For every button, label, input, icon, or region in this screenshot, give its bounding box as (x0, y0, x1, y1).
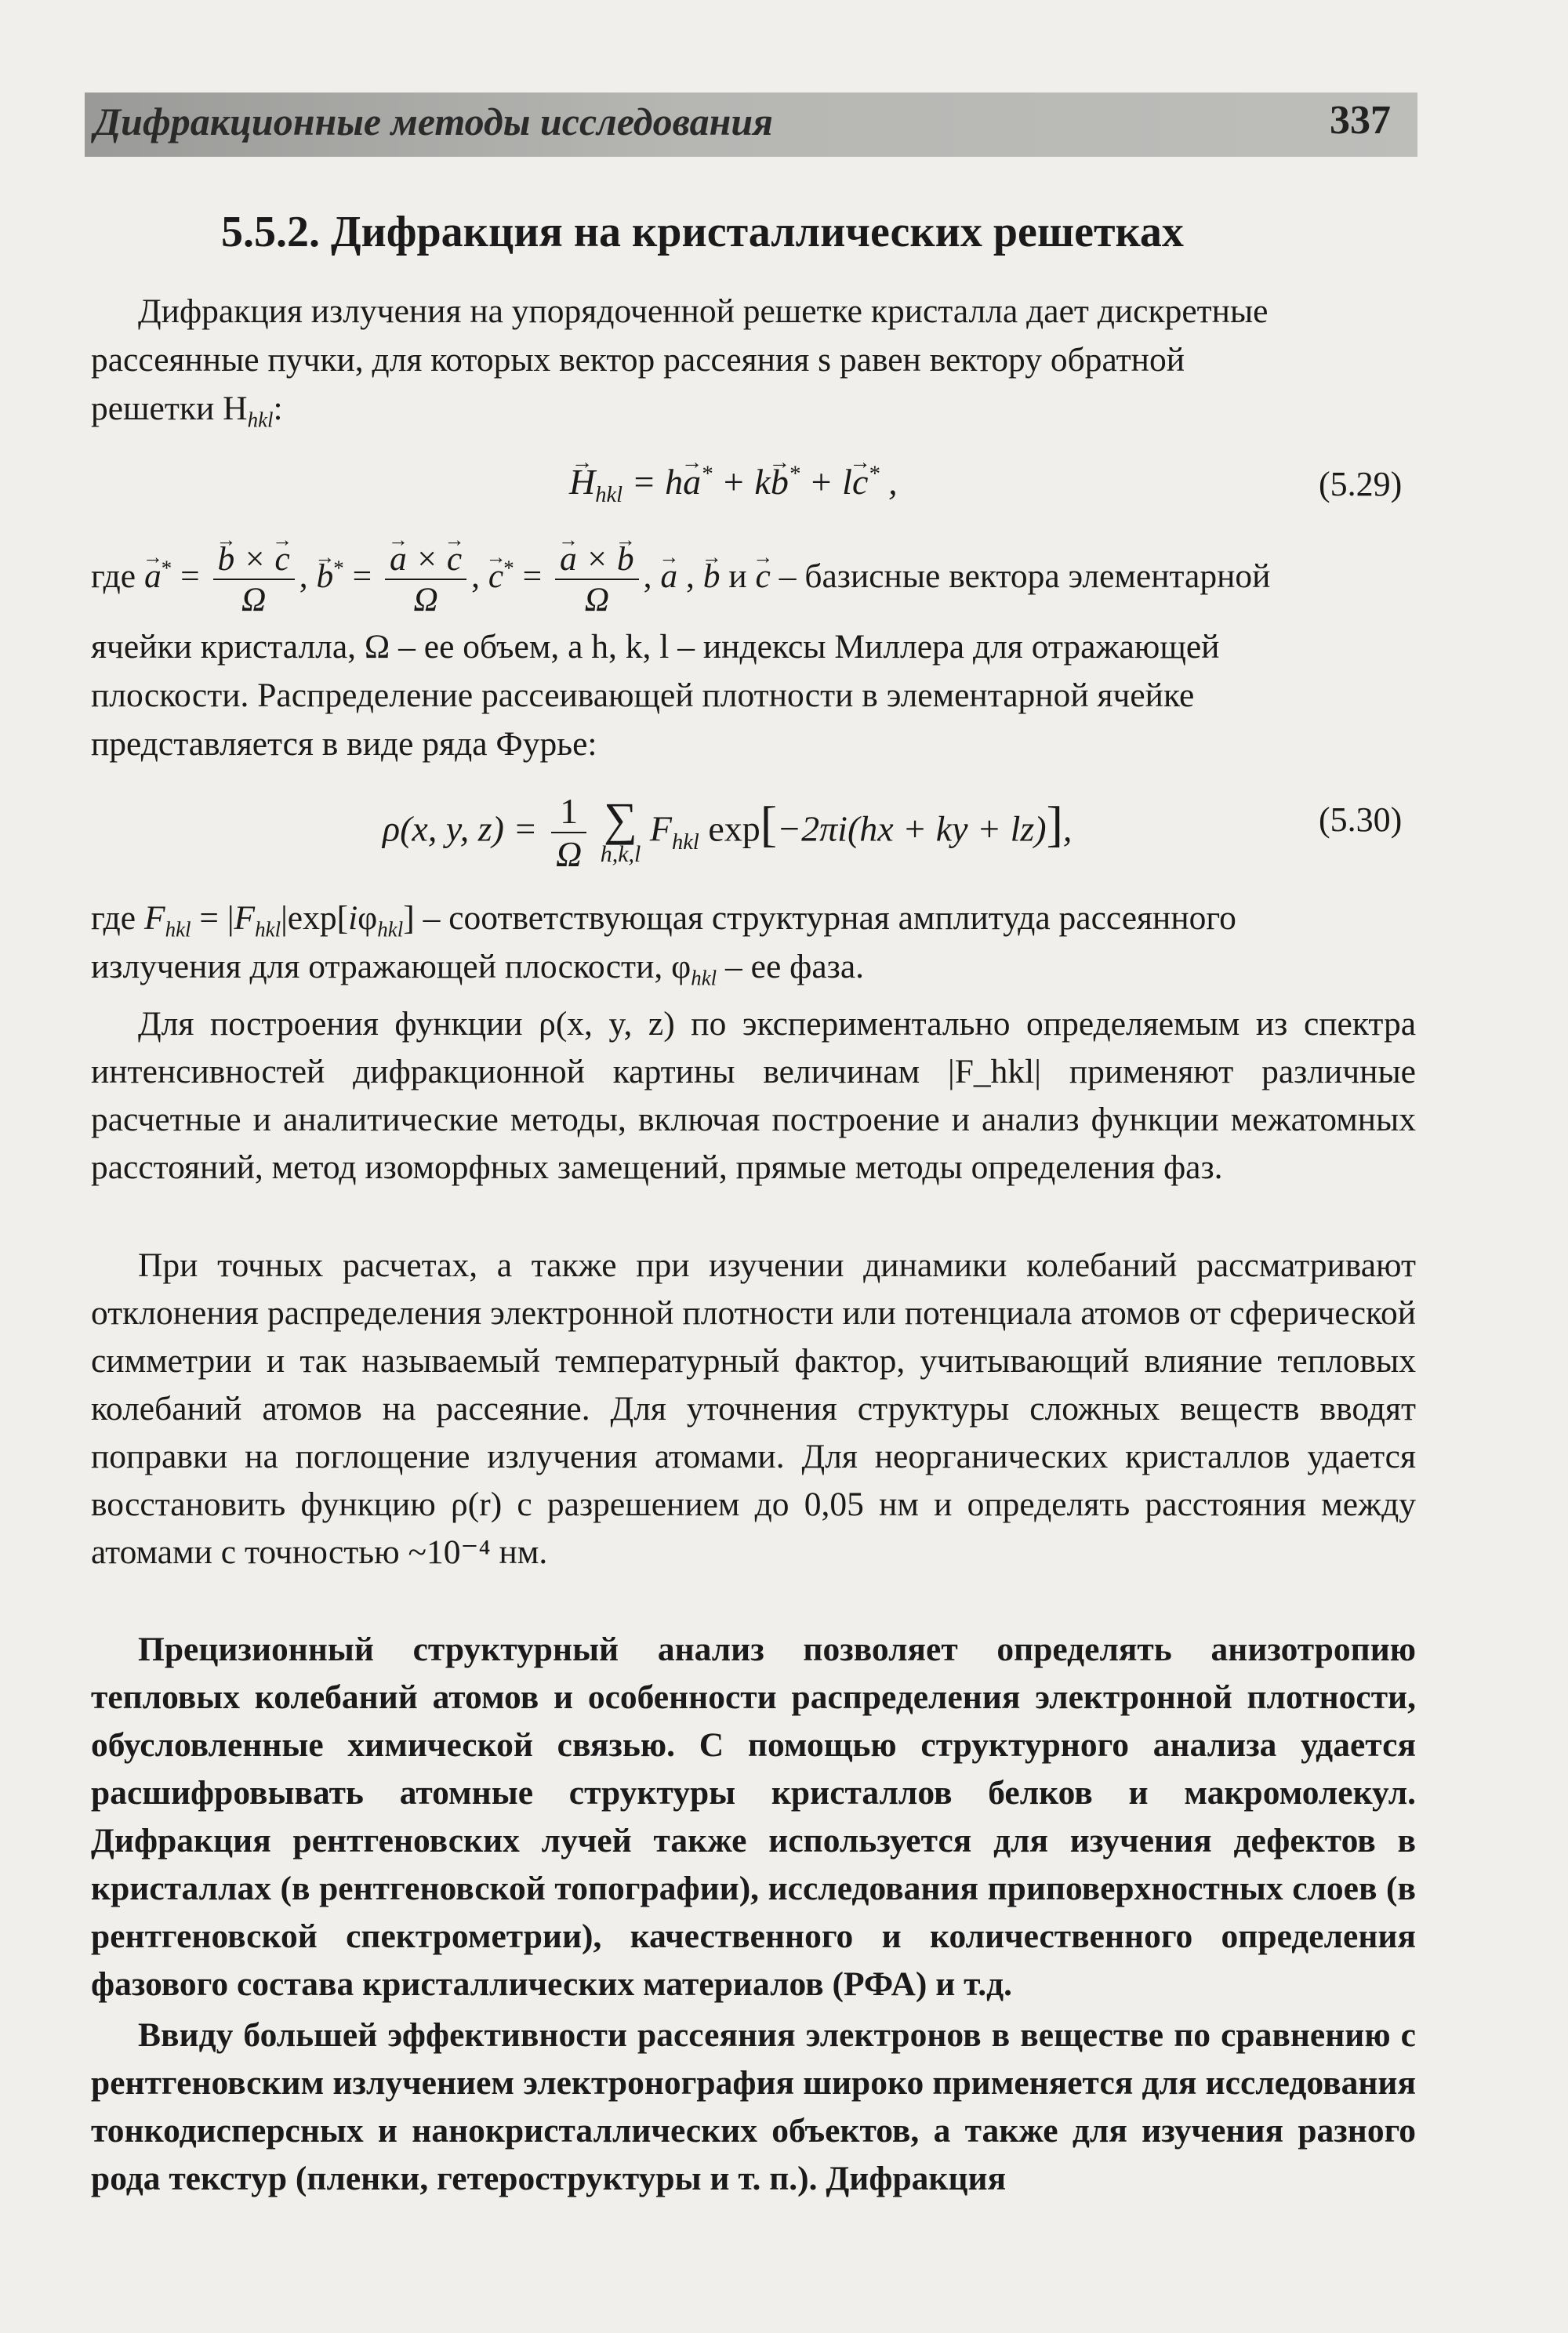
running-title: Дифракционные методы исследования (94, 100, 773, 143)
equation-5-29: → $H_{hkl} = h\to a^* + k\to b^* + l\to c^*$ , (569, 461, 898, 508)
intro-line-2: рассеянные пучки, для которых вектор рассеяния s равен вектору обратной (91, 341, 1185, 379)
equation-5-30: ρ(x, y, z) = $\frac{1}{\Omega}$ ∑ h,k,l $F_{hkl}$ exp[−2πi(hx + ky + lz)], (383, 791, 1073, 874)
reciprocal-vectors-line: где → a* = → $\frac{b \times \to c}{\Omega}$ , → b* = → $\frac{a \times \to c}{\Omega}$ , → c* = → $\frac{a \times \to b}{\Omega}$ , → a , → b и → c – базисные вектора элементарной (91, 539, 1270, 619)
paragraph-precise-calculations: При точных расчетах, а также при изучении динамики колебаний рассматривают отклонения распределения электронной плотности или потенциала атомов от сферической симметрии и так называемый температурный фактор, учитывающий влияние тепловых колебаний атомов на рассеяние. Для уточнения структуры сложных веществ вводят поправки на поглощение излучения атомами. Для неорганических кристаллов удается восстановить функцию ρ(r) с разрешением до 0,05 нм и определять расстояния между атомами с точностью ~10⁻⁴ нм. (91, 1246, 1416, 1571)
intro-line-3: решетки $H_{hkl}$: (91, 390, 283, 432)
structure-amplitude-line: где $F_{hkl} = |F_{hkl}|\exp[i\varphi_{hkl}]$ – соответствующая структурная амплитуда рассеянного (91, 899, 1236, 942)
equation-number-5-30: (5.30) (1319, 800, 1403, 839)
intro-line-1: Дифракция излучения на упорядоченной решетке кристалла дает дискретные (138, 292, 1269, 330)
page-number: 337 (1330, 98, 1391, 143)
section-title: 5.5.2. Дифракция на кристаллических решетках (221, 208, 1184, 256)
where1-line-3: плоскости. Распределение рассеивающей плотности в элементарной ячейке (91, 677, 1195, 714)
phase-line: излучения для отражающей плоскости, $\varphi_{hkl}$ – ее фаза. (91, 948, 865, 990)
paragraph-reconstruction-methods: Для построения функции ρ(x, y, z) по экспериментально определяемым из спектра интенсивностей дифракционной картины величинам |F_hkl| применяют различные расчетные и аналитические методы, включая построение и анализ функции межатомных расстояний, метод изоморфных замещений, прямые методы определения фаз. (91, 1005, 1416, 1186)
paragraph-electron-diffraction: Ввиду большей эффективности рассеяния электронов в веществе по сравнению с рентгеновским излучением электронография широко применяется для исследования тонкодисперсных и нанокристаллических объектов, а также для изучения разного рода текстур (пленки, гетероструктуры и т. п.). Дифракция (91, 2016, 1416, 2197)
paragraph-precision-analysis: Прецизионный структурный анализ позволяет определять анизотропию тепловых колебаний атомов и особенности распределения электронной плотности, обусловленные химической связью. С помощью структурного анализа удается расшифровывать атомные структуры кристаллов белков и макромолекул. Дифракция рентгеновских лучей также используется для изучения дефектов в кристаллах (в рентгеновской топографии), исследования приповерхностных слоев (в рентгеновской спектрометрии), качественного и количественного определения фазового состава кристаллических материалов (РФА) и т.д. (91, 1631, 1416, 2003)
where1-line-4: представляется в виде ряда Фурье: (91, 725, 597, 763)
where1-line-2: ячейки кристалла, Ω – ее объем, а h, k, l – индексы Миллера для отражающей (91, 628, 1220, 666)
equation-number-5-29: (5.29) (1319, 465, 1403, 503)
